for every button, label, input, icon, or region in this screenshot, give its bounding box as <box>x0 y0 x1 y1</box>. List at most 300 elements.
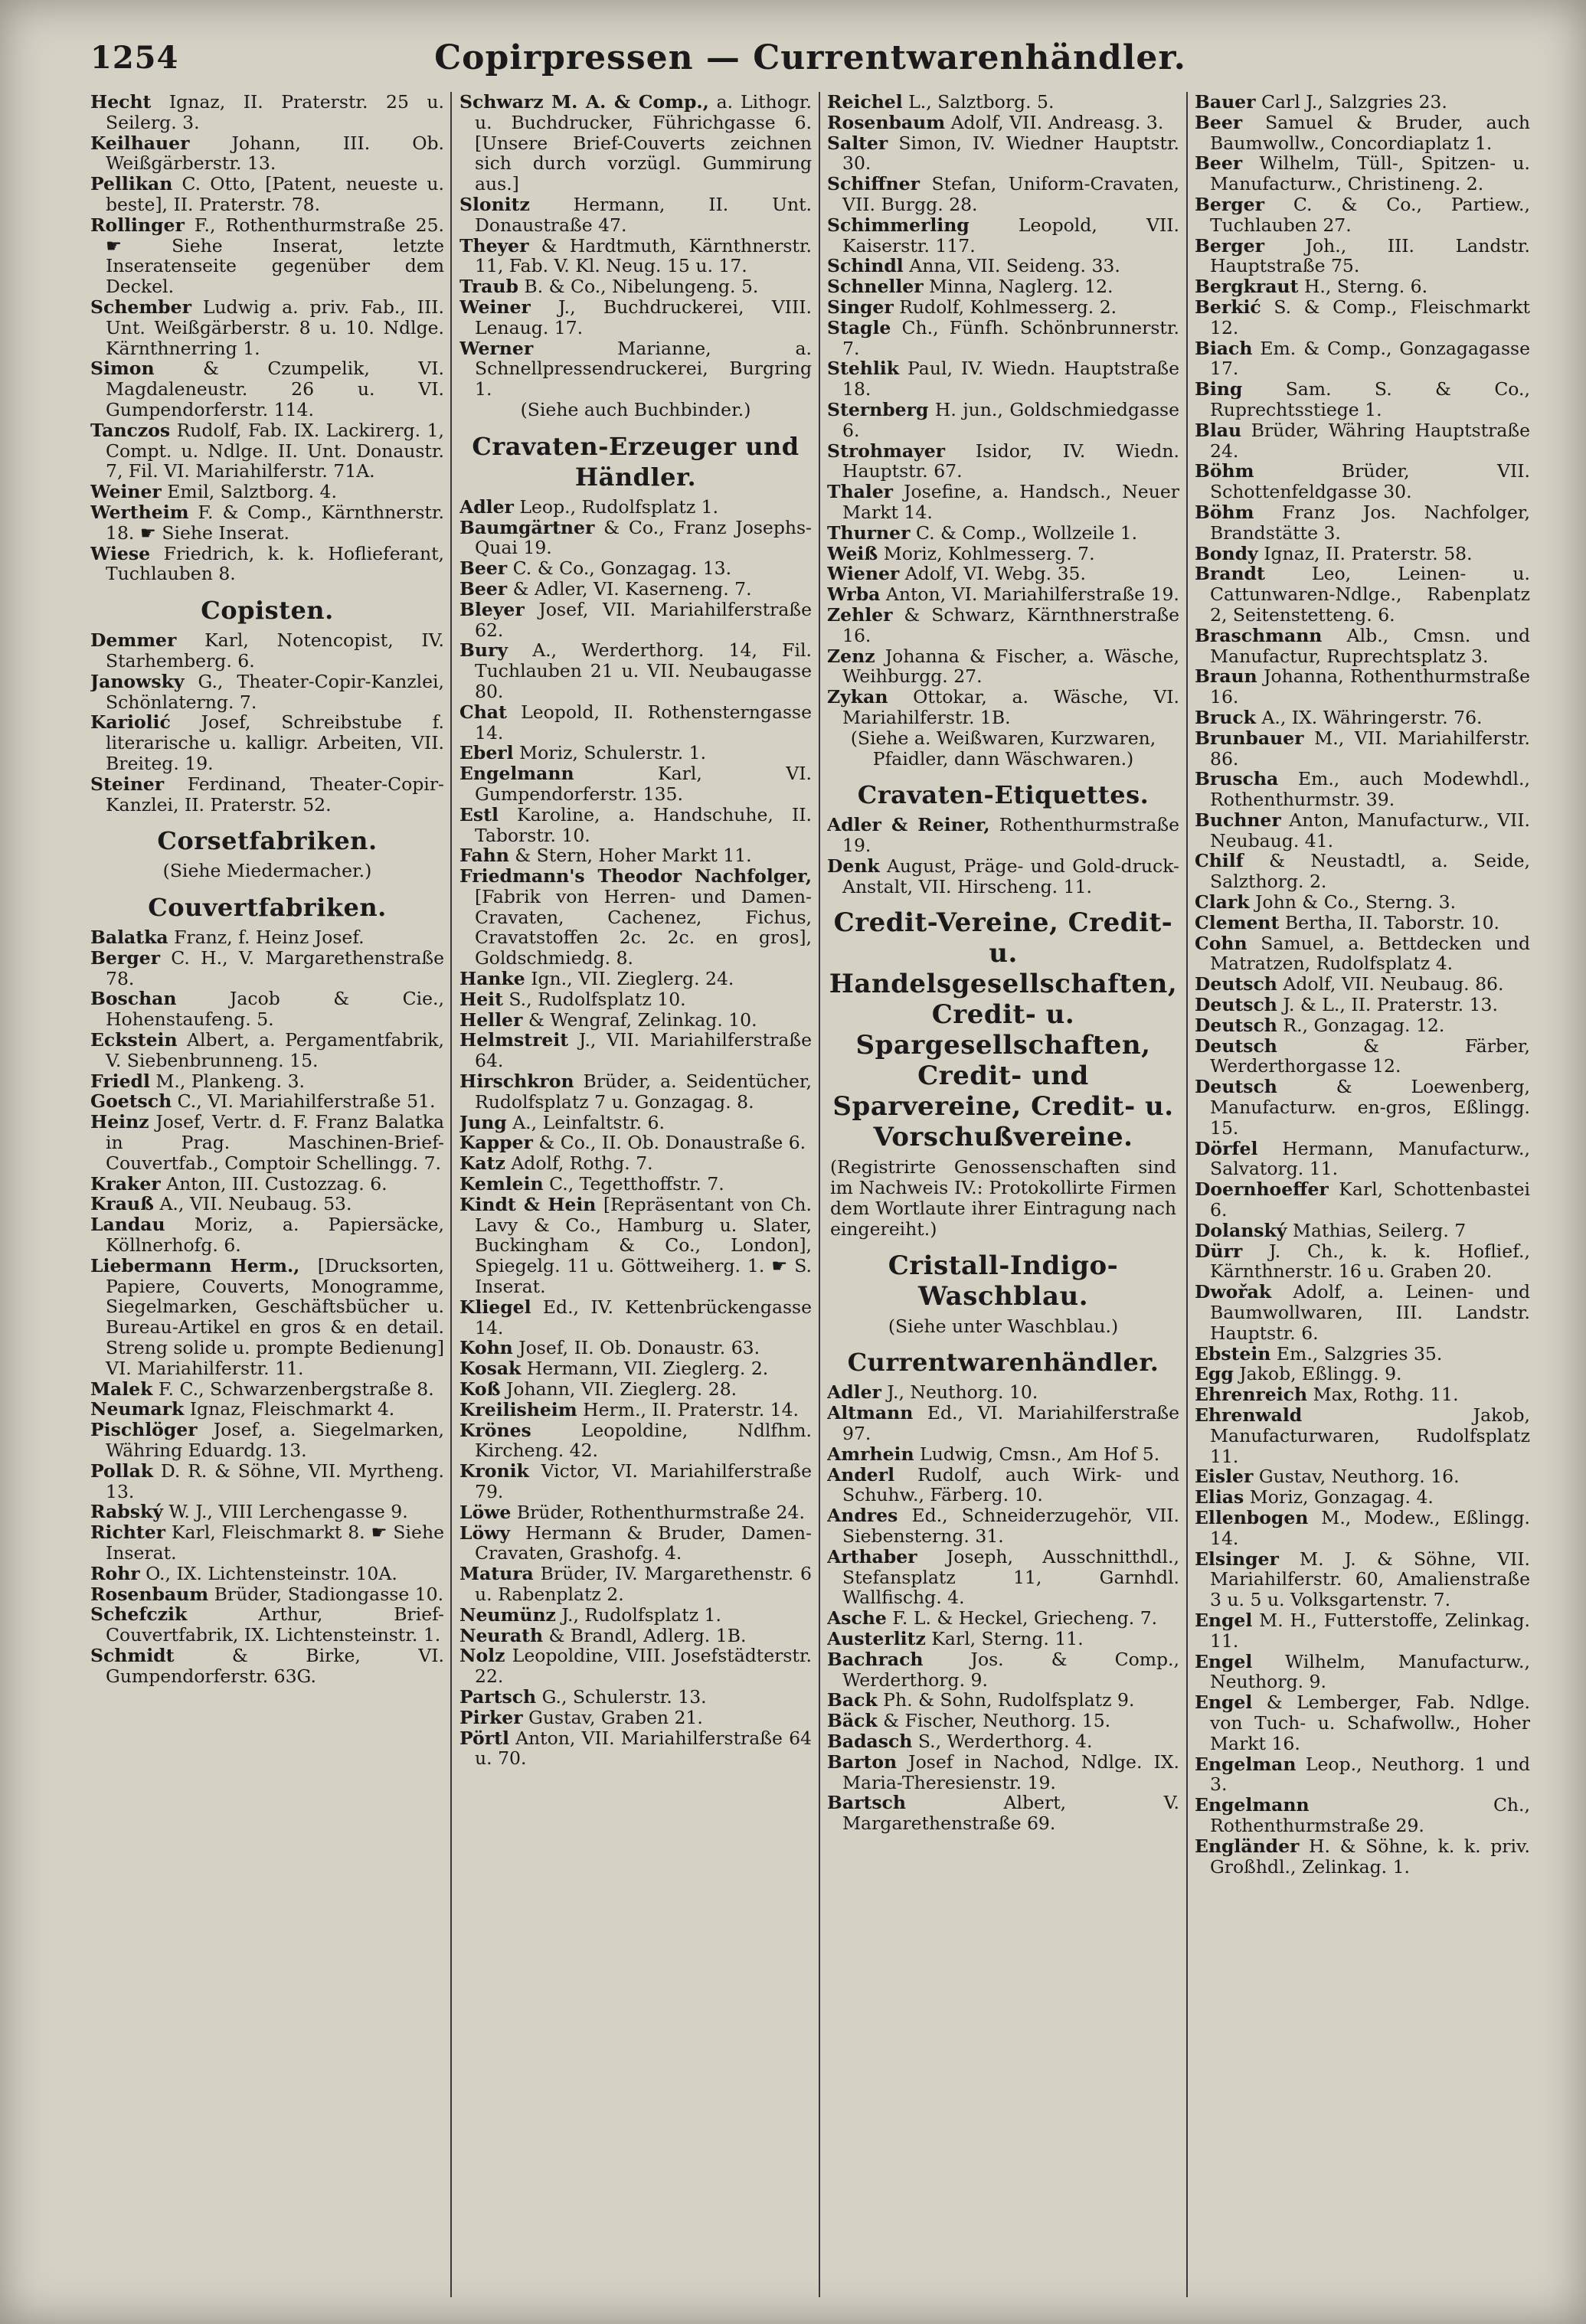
entry-name: Simon <box>90 358 155 380</box>
entry-name: Wertheim <box>90 501 189 523</box>
directory-entry <box>1195 728 1530 770</box>
directory-entry <box>90 712 444 773</box>
entry-name: Koß <box>459 1378 501 1401</box>
entry-details: Moriz, Schulerstr. 1. <box>513 742 707 764</box>
directory-entry <box>1195 1241 1530 1283</box>
entry-name: Engelmann <box>459 763 574 785</box>
entry-details: C. & Co., Gonzagag. 13. <box>507 557 732 580</box>
entry-details: Adolf, VI. Webg. 35. <box>899 563 1086 585</box>
entry-name: Berger <box>90 946 160 969</box>
entry-name: Barton <box>827 1750 898 1773</box>
entry-details: Adolf, Rothg. 7. <box>505 1152 653 1175</box>
entry-details: & Adler, VI. Kaserneng. 7. <box>507 577 752 600</box>
entry-name: Eberl <box>459 742 514 764</box>
directory-entry <box>459 640 812 701</box>
entry-details: H. jun., Goldschmiedgasse 6. <box>842 398 1179 441</box>
entry-name: Rabský <box>90 1501 163 1523</box>
entry-name: Helmstreit <box>459 1029 569 1051</box>
directory-entry <box>459 1523 812 1564</box>
entry-details: a. Lithogr. u. Buchdrucker, Führichgasse 6. [Unsere Brief-Couverts zeichnen sich durch vorzügl. Gummirung aus.] <box>475 92 812 195</box>
directory-entry <box>827 605 1179 646</box>
entry-details: M., Plankeng. 3. <box>149 1070 305 1092</box>
entry-name: Bachrach <box>827 1648 924 1670</box>
entry-details: Ch., Fünfh. Schönbrunnerstr. 7. <box>842 316 1179 359</box>
directory-entry <box>459 1626 812 1646</box>
entry-details: Ignaz, II. Praterstr. 58. <box>1257 542 1473 564</box>
entry-name: Buchner <box>1195 809 1281 831</box>
directory-entry <box>90 948 444 989</box>
directory-entry <box>459 1708 812 1728</box>
directory-entry <box>1195 544 1530 564</box>
entry-details: Minna, Naglerg. 12. <box>923 276 1113 298</box>
directory-entry <box>1195 1077 1530 1138</box>
entry-name: Heit <box>459 988 503 1010</box>
directory-entry <box>459 1605 812 1626</box>
entry-details: C. Otto, [Patent, neueste u. beste], II. Praterstr. 78. <box>106 173 444 215</box>
entry-name: Löwe <box>459 1501 512 1523</box>
entry-name: Kariolić <box>90 711 171 734</box>
entry-details: August, Präge- und Gold-druck-Anstalt, VII. Hirscheng. 11. <box>842 855 1179 897</box>
entry-details: Gustav, Graben 21. <box>522 1706 703 1728</box>
entry-name: Liebermann Herm., <box>90 1254 300 1276</box>
entry-name: Nolz <box>459 1645 505 1667</box>
entry-details: H., Sterng. 6. <box>1298 276 1428 298</box>
directory-entry <box>459 1297 812 1339</box>
entry-details: Ignaz, II. Praterstr. 25 u. Seilerg. 3. <box>106 92 444 133</box>
entry-details: & Stern, Hoher Markt 11. <box>509 845 752 867</box>
entry-name: Böhm <box>1195 460 1254 482</box>
entry-name: Bergkraut <box>1195 276 1299 298</box>
entry-name: Hirschkron <box>459 1070 574 1093</box>
directory-entry <box>459 1379 812 1400</box>
entry-details: M., VII. Mariahilferstr. 86. <box>1210 727 1530 770</box>
entry-name: Bauer <box>1195 92 1256 113</box>
entry-details: Wilhelm, Tüll-, Spitzen- u. Manufacturw., Christineng. 2. <box>1210 152 1530 195</box>
directory-entry <box>1195 153 1530 194</box>
directory-entry <box>459 1010 812 1031</box>
entry-name: Arthaber <box>827 1545 917 1567</box>
entry-name: Schindl <box>827 255 904 277</box>
directory-entry <box>90 1256 444 1379</box>
entry-name: Chilf <box>1195 850 1244 872</box>
directory-entry <box>90 630 444 672</box>
entry-name: Bartsch <box>827 1792 906 1814</box>
entry-details: Moriz, Kohlmesserg. 7. <box>878 542 1095 564</box>
directory-entry <box>459 866 812 969</box>
directory-entry <box>90 774 444 816</box>
directory-entry <box>827 1690 1179 1711</box>
column-divider <box>819 92 820 2297</box>
entry-details: Anton, VII. Mariahilferstraße 64 u. 70. <box>475 1727 812 1770</box>
entry-details: Leopoldine, Ndlfhm. Kircheng. 42. <box>475 1419 812 1462</box>
entry-details: & Czumpelik, VI. Magdaleneustr. 26 u. VI. Gumpendorferstr. 114. <box>106 358 444 420</box>
entry-name: Clark <box>1195 891 1250 914</box>
directory-entry <box>90 1646 444 1687</box>
directory-entry <box>459 236 812 277</box>
section-heading: Cravaten-Erzeuger und Händler. <box>472 431 800 492</box>
entry-details: Ed., Schneiderzugehör, VII. Siebensterng. 31. <box>842 1505 1179 1548</box>
entry-name: Baumgärtner <box>459 516 595 538</box>
directory-entry <box>459 1728 812 1770</box>
directory-entry <box>90 1399 444 1420</box>
entry-details: Hermann & Bruder, Damen-Cravaten, Grashofg. 4. <box>475 1522 812 1564</box>
directory-entry <box>90 1091 444 1112</box>
entry-name: Krönes <box>459 1419 531 1441</box>
entry-details: Brüder, VII. Schottenfeldgasse 30. <box>1210 460 1530 503</box>
directory-entry <box>827 1382 1179 1403</box>
entry-name: Kapper <box>459 1132 533 1154</box>
directory-entry <box>90 482 444 502</box>
entry-name: Bäck <box>827 1710 878 1732</box>
entry-details: F. L. & Heckel, Griecheng. 7. <box>886 1607 1158 1629</box>
entry-name: Dolanský <box>1195 1219 1287 1241</box>
entry-details: Rudolf, auch Wirk- und Schuhw., Färberg. 10. <box>842 1463 1179 1506</box>
entry-details: Josef, Schreibstube f. literarische u. kalligr. Arbeiten, VII. Breiteg. 19. <box>106 711 444 774</box>
directory-entry <box>459 845 812 866</box>
section-note: (Siehe a. Weißwaren, Kurzwaren, Pfaidler, dann Wäschwaren.) <box>850 727 1156 770</box>
page-header <box>90 37 1530 90</box>
entry-details: A., IX. Währingerstr. 76. <box>1255 706 1483 728</box>
entry-name: Boschan <box>90 988 177 1010</box>
directory-entry <box>1195 851 1530 892</box>
entry-details: [Repräsentant von Ch. Lavy & Co., Hamburg u. Slater, Buckingham & Co., London], Spiegelg. 11 u. Göttweiherg. 1. ☛ S. Inserat. <box>475 1193 812 1298</box>
entry-details: Franz, f. Heinz Josef. <box>168 927 365 949</box>
entry-name: Kraker <box>90 1172 161 1195</box>
directory-entry <box>90 215 444 297</box>
entry-name: Wiese <box>90 542 151 564</box>
entry-details: C. & Comp., Wollzeile 1. <box>910 521 1138 544</box>
entry-name: Beer <box>1195 111 1243 133</box>
directory-entry <box>459 1420 812 1462</box>
directory-entry <box>459 338 812 400</box>
entry-name: Wrba <box>827 583 881 606</box>
entry-name: Demmer <box>90 629 177 652</box>
directory-entry <box>459 579 812 600</box>
entry-details: Ottokar, a. Wäsche, VI. Mariahilferstr. 1B. <box>842 686 1179 728</box>
entry-details: Joh., III. Landstr. Hauptstraße 75. <box>1210 234 1530 277</box>
entry-details: Karl, Schottenbastei 6. <box>1210 1178 1530 1221</box>
entry-details: Paul, IV. Wiedn. Hauptstraße 18. <box>842 358 1179 400</box>
directory-entry <box>827 1629 1179 1649</box>
entry-name: Schiffner <box>827 173 920 195</box>
directory-entry <box>827 1752 1179 1793</box>
entry-details: Ludwig a. priv. Fab., III. Unt. Weißgärberstr. 8 u. 10. Ndlge. Kärnthnerring 1. <box>106 296 444 359</box>
directory-entry <box>90 502 444 544</box>
directory-entry <box>1195 626 1530 667</box>
entry-details: A., VII. Neubaug. 53. <box>153 1193 352 1215</box>
entry-details: Hermann, II. Unt. Donaustraße 47. <box>475 193 812 236</box>
entry-details: Ed., VI. Mariahilferstraße 97. <box>842 1402 1179 1445</box>
entry-details: Leo, Leinen- u. Cattunwaren-Ndlge., Rabenplatz 2, Seitenstetteng. 6. <box>1210 563 1530 626</box>
entry-name: Rosenbaum <box>90 1583 209 1605</box>
entry-details: Friedrich, k. k. Hoflieferant, Tuchlauben 8. <box>106 542 444 585</box>
entry-details: J., Buchdruckerei, VIII. Lenaug. 17. <box>475 296 812 338</box>
entry-name: Berger <box>1195 193 1264 215</box>
entry-name: Kemlein <box>459 1173 544 1195</box>
directory-entry <box>1195 502 1530 544</box>
entry-details: M., Modew., Eßlingg. 14. <box>1210 1506 1530 1549</box>
directory-entry <box>1195 297 1530 338</box>
directory-entry <box>459 1564 812 1605</box>
column-4 <box>1195 92 1530 2305</box>
directory-entry <box>1195 933 1530 975</box>
entry-details: & Co., Franz Josephs-Quai 19. <box>475 516 812 559</box>
directory-entry <box>827 1731 1179 1752</box>
column-1 <box>90 92 444 2305</box>
directory-entry <box>1195 113 1530 154</box>
entry-name: Back <box>827 1689 878 1711</box>
entry-details: Rudolf, Kohlmesserg. 2. <box>893 296 1117 318</box>
directory-entry <box>1195 1015 1530 1036</box>
directory-entry <box>1195 1139 1530 1180</box>
entry-name: Hecht <box>90 92 152 113</box>
entry-details: Sam. S. & Co., Ruprechtsstiege 1. <box>1210 378 1530 420</box>
entry-name: Janowsky <box>90 670 185 692</box>
directory-entry <box>1195 1282 1530 1343</box>
entry-details: Adolf, VII. Andreasg. 3. <box>945 111 1164 133</box>
directory-entry <box>827 1444 1179 1465</box>
section-heading: Credit-Vereine, Credit- u. Handelsgesellschaften, Credit- u. Spargesellschaften, Credit- und Sparvereine, Credit- u. Vorschußvereine. <box>829 907 1178 1153</box>
section-note: (Siehe auch Buchbinder.) <box>520 398 751 420</box>
section-heading: Cristall-Indigo-Waschblau. <box>888 1250 1119 1312</box>
directory-entry <box>90 1461 444 1502</box>
entry-details: S. & Comp., Fleischmarkt 12. <box>1210 296 1530 338</box>
entry-details: B. & Co., Nibelungeng. 5. <box>518 276 759 298</box>
entry-name: Rohr <box>90 1562 140 1584</box>
directory-entry <box>90 297 444 358</box>
entry-details: Mathias, Seilerg. 7 <box>1287 1219 1467 1241</box>
entry-name: Weiner <box>459 296 531 318</box>
directory-entry <box>827 297 1179 318</box>
column-2 <box>459 92 812 2305</box>
directory-entry <box>459 1195 812 1297</box>
entry-name: Stagle <box>827 316 891 338</box>
directory-entry <box>1195 1179 1530 1221</box>
entry-details: Johann, VII. Zieglerg. 28. <box>500 1378 737 1401</box>
directory-entry <box>1195 92 1530 113</box>
entry-details: Adolf, VII. Neubaug. 86. <box>1277 973 1504 995</box>
directory-entry <box>90 672 444 713</box>
entry-name: Böhm <box>1195 501 1254 523</box>
directory-entry <box>1195 810 1530 851</box>
directory-entry <box>1195 974 1530 995</box>
directory-entry <box>459 297 812 338</box>
directory-entry <box>459 1071 812 1113</box>
entry-name: Andres <box>827 1505 898 1527</box>
entry-details: Rudolf, Fab. IX. Lackirerg. 1, Compt. u. Ndlge. II. Unt. Donaustr. 7, Fil. VI. Mariahilferstr. 71A. <box>106 419 444 482</box>
entry-name: Beer <box>459 557 508 580</box>
entry-name: Clement <box>1195 911 1280 933</box>
entry-name: Neumünz <box>459 1603 556 1626</box>
directory-entry <box>90 1522 444 1564</box>
entry-details: Johanna & Fischer, a. Wäsche, Weihburgg. 27. <box>842 645 1179 688</box>
entry-name: Pirker <box>459 1706 523 1728</box>
entry-name: Schmidt <box>90 1644 175 1666</box>
entry-name: Fahn <box>459 845 509 867</box>
entry-name: Heller <box>459 1008 523 1031</box>
section-heading: Cravaten-Etiquettes. <box>857 780 1149 810</box>
entry-name: Dürr <box>1195 1240 1243 1262</box>
directory-entry <box>1195 892 1530 913</box>
entry-details: Franz Jos. Nachfolger, Brandstätte 3. <box>1210 501 1530 544</box>
entry-details: Karl, VI. Gumpendorferstr. 135. <box>475 763 812 805</box>
directory-entry <box>90 544 444 585</box>
directory-entry <box>459 1400 812 1420</box>
entry-details: Ph. & Sohn, Rudolfsplatz 9. <box>877 1689 1135 1711</box>
directory-entry <box>90 420 444 482</box>
entry-name: Austerlitz <box>827 1628 926 1650</box>
directory-entry <box>1195 1610 1530 1652</box>
entry-details: Albert, a. Pergamentfabrik, V. Siebenbrunneng. 15. <box>106 1029 444 1071</box>
entry-details: Alb., Cmsn. und Manufactur, Ruprechtsplatz 3. <box>1210 624 1530 667</box>
entry-name: Wiener <box>827 563 900 585</box>
entry-details: C., VI. Mariahilferstraße 51. <box>172 1090 436 1113</box>
directory-entry <box>90 1502 444 1522</box>
directory-entry <box>90 358 444 420</box>
directory-entry <box>1195 1221 1530 1241</box>
directory-entry <box>1195 1344 1530 1365</box>
entry-details: Ch., Rothenthurmstraße 29. <box>1210 1794 1530 1836</box>
entry-name: Blau <box>1195 419 1242 441</box>
directory-entry <box>459 92 812 194</box>
entry-details: & Birke, VI. Gumpendorferstr. 63G. <box>106 1644 444 1687</box>
directory-entry <box>827 1711 1179 1731</box>
entry-details: Josefine, a. Handsch., Neuer Markt 14. <box>842 481 1179 523</box>
entry-details: Jakob, Manufacturwaren, Rudolfsplatz 11. <box>1210 1404 1530 1467</box>
entry-name: Theyer <box>459 234 529 257</box>
directory-entry <box>827 815 1179 856</box>
entry-details: Ignaz, Fleischmarkt 4. <box>184 1398 395 1420</box>
entry-details: Joseph, Ausschnitthdl., Stefansplatz 11, Garnhdl. Wallfischg. 4. <box>842 1545 1179 1609</box>
entry-details: Jacob & Cie., Hohenstaufeng. 5. <box>106 988 444 1031</box>
entry-name: Estl <box>459 803 499 825</box>
entry-name: Eisler <box>1195 1466 1254 1488</box>
entry-name: Hanke <box>459 968 525 990</box>
entry-details: O., IX. Lichtensteinstr. 10A. <box>139 1562 397 1584</box>
entry-details: Leop., Neuthorg. 1 und 3. <box>1210 1753 1530 1796</box>
directory-entry <box>827 687 1179 728</box>
directory-entry <box>459 1646 812 1687</box>
entry-details: & Co., II. Ob. Donaustraße 6. <box>532 1132 806 1154</box>
entry-details: J., Neuthorg. 10. <box>881 1381 1038 1404</box>
entry-name: Brunbauer <box>1195 727 1304 749</box>
directory-entry <box>90 174 444 215</box>
directory-entry <box>459 1113 812 1133</box>
directory-entry <box>459 497 812 518</box>
directory-entry <box>459 1153 812 1174</box>
entry-name: Engländer <box>1195 1835 1300 1857</box>
entry-name: Stehlik <box>827 358 899 380</box>
entry-name: Schember <box>90 296 191 318</box>
directory-entry <box>459 558 812 579</box>
entry-name: Altmann <box>827 1402 914 1424</box>
entry-details: M. H., Futterstoffe, Zelinkag. 11. <box>1210 1609 1530 1652</box>
entry-name: Keilhauer <box>90 132 190 154</box>
entry-name: Egg <box>1195 1363 1234 1385</box>
entry-details: Em., auch Modewhdl., Rothenthurmstr. 39. <box>1210 768 1530 811</box>
entry-name: Ebstein <box>1195 1342 1271 1365</box>
entry-details: C. H., V. Margarethenstraße 78. <box>106 946 444 989</box>
directory-entry <box>1195 995 1530 1015</box>
directory-entry <box>459 1133 812 1153</box>
entry-details: F. C., Schwarzenbergstraße 8. <box>152 1378 434 1400</box>
entry-name: Matura <box>459 1563 534 1585</box>
entry-name: Katz <box>459 1152 505 1175</box>
entry-name: Traub <box>459 276 518 298</box>
entry-details: & Lemberger, Fab. Ndlge. von Tuch- u. Schafwollw., Hoher Markt 16. <box>1210 1692 1530 1754</box>
entry-details: H. & Söhne, k. k. priv. Großhdl., Zelinkag. 1. <box>1210 1835 1530 1878</box>
entry-details: J. Ch., k. k. Hoflief., Kärnthnerstr. 16 u. Graben 20. <box>1210 1240 1530 1283</box>
directory-entry <box>827 1608 1179 1629</box>
entry-details: F., Rothenthurmstraße 25. ☛ Siehe Inserat, letzte Inseratenseite gegenüber dem Deckel. <box>106 214 444 298</box>
entry-details: Josef, II. Ob. Donaustr. 63. <box>512 1337 760 1359</box>
directory-entry <box>827 564 1179 584</box>
directory-entry <box>827 1547 1179 1608</box>
entry-details: C. & Co., Partiew., Tuchlauben 27. <box>1210 193 1530 236</box>
entry-details: Leopoldine, VIII. Josefstädterstr. 22. <box>475 1645 812 1688</box>
entry-details: Ign., VII. Zieglerg. 24. <box>525 968 734 990</box>
entry-details: Brüder, Rothenthurmstraße 24. <box>511 1501 805 1523</box>
entry-details: Em. & Comp., Gonzagagasse 17. <box>1210 337 1530 380</box>
entry-details: Emil, Salztborg. 4. <box>161 481 337 503</box>
entry-name: Pörtl <box>459 1727 509 1749</box>
directory-entry <box>459 969 812 989</box>
entry-details: Josef in Nachod, Ndlge. IX. Maria-Theresienstr. 19. <box>842 1750 1179 1793</box>
directory-entry <box>1195 1836 1530 1878</box>
entry-name: Dwořak <box>1195 1281 1272 1303</box>
entry-name: Landau <box>90 1214 165 1236</box>
directory-entry <box>459 1174 812 1195</box>
entry-name: Kreilisheim <box>459 1398 577 1420</box>
directory-entry <box>1195 708 1530 728</box>
directory-entry <box>1195 1754 1530 1796</box>
directory-entry <box>827 256 1179 276</box>
entry-details: [Fabrik von Herren- und Damen-Cravaten, Cachenez, Fichus, Cravatstoffen 2c. 2c. en gros], Goldschmiedg. 8. <box>475 885 812 969</box>
entry-name: Partsch <box>459 1685 537 1708</box>
entry-details: & Brandl, Adlerg. 1B. <box>543 1624 747 1646</box>
directory-entry <box>90 1030 444 1071</box>
directory-entry <box>827 92 1179 113</box>
entry-name: Ehrenreich <box>1195 1384 1308 1406</box>
directory-entry <box>1195 1466 1530 1487</box>
entry-details: Stefan, Uniform-Cravaten, VII. Burgg. 28. <box>842 173 1179 215</box>
entry-name: Dörfel <box>1195 1137 1258 1159</box>
directory-entry <box>1195 236 1530 277</box>
entry-details: R., Gonzagag. 12. <box>1277 1014 1445 1036</box>
entry-details: Ludwig, Cmsn., Am Hof 5. <box>914 1443 1160 1465</box>
directory-entry <box>459 805 812 846</box>
entry-name: Heinz <box>90 1111 149 1133</box>
directory-entry <box>90 1379 444 1400</box>
column-divider <box>1186 92 1188 2297</box>
entry-details: G., Schulerstr. 13. <box>536 1685 707 1708</box>
directory-columns <box>90 92 1530 2313</box>
entry-details: Anton, Manufacturw., VII. Neubaug. 41. <box>1210 809 1530 851</box>
entry-details: Karoline, a. Handschuhe, II. Taborstr. 10. <box>475 803 812 846</box>
directory-entry <box>827 1403 1179 1444</box>
directory-entry <box>90 1420 444 1461</box>
entry-name: Beer <box>459 577 508 600</box>
entry-details: Herm., II. Praterstr. 14. <box>577 1398 800 1420</box>
entry-details: & Färber, Werderthorgasse 12. <box>1210 1035 1530 1077</box>
directory-entry <box>1195 1405 1530 1466</box>
directory-entry <box>1195 1036 1530 1077</box>
entry-name: Deutsch <box>1195 1076 1277 1098</box>
entry-details: S., Werderthorg. 4. <box>912 1731 1093 1753</box>
entry-details: Josef, VII. Mariahilferstraße 62. <box>475 598 812 641</box>
directory-entry <box>1195 1692 1530 1754</box>
directory-entry <box>90 1174 444 1195</box>
